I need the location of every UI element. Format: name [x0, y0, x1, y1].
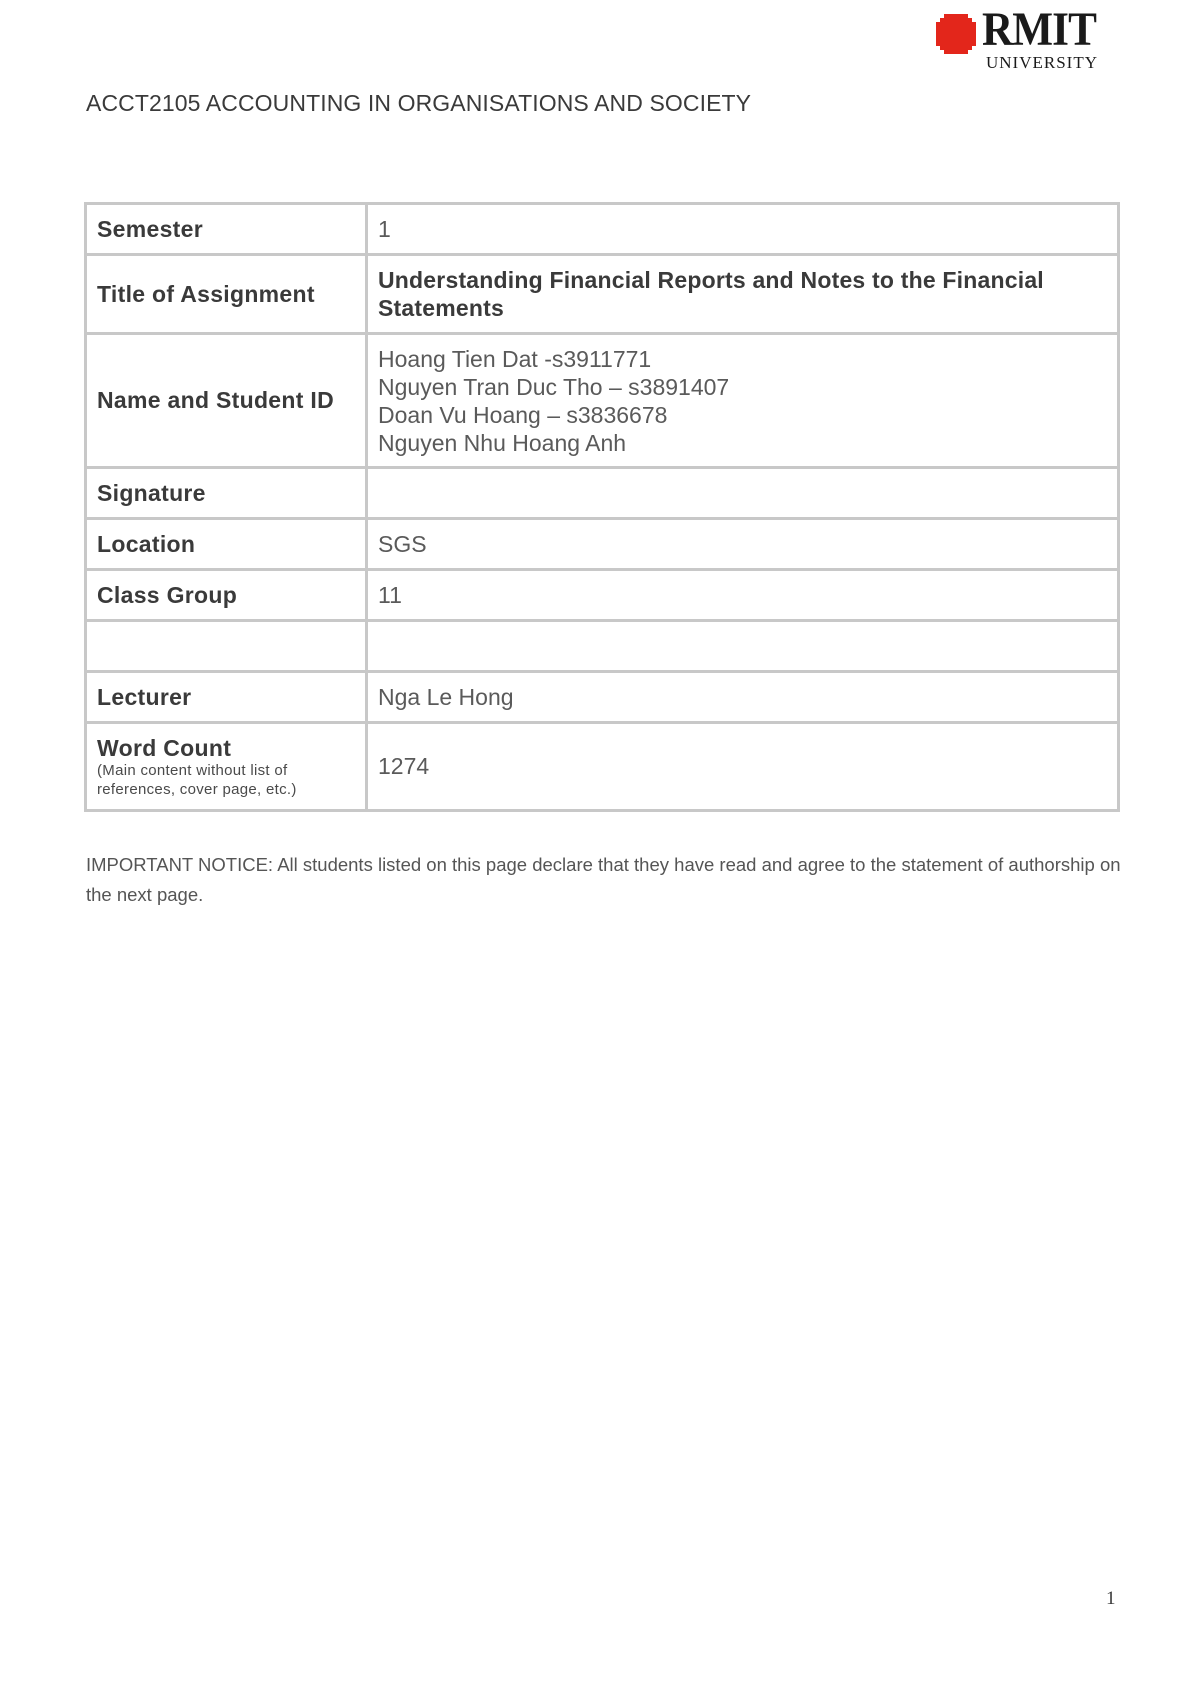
row-class-group: [86, 570, 1119, 621]
value-blank: [367, 621, 1119, 672]
word-count-note: (Main content without list of references, cover page, etc.): [97, 761, 297, 798]
value-students: [367, 334, 1119, 468]
row-location: [86, 519, 1119, 570]
logo-subtext: UNIVERSITY: [986, 53, 1098, 72]
value-class-group: 11: [367, 570, 1119, 621]
row-students: [86, 334, 1119, 468]
value-signature: [367, 468, 1119, 519]
logo-wordmark: RMIT: [982, 3, 1097, 56]
label-word-count-cell: [86, 723, 367, 811]
row-semester: [86, 204, 1119, 255]
student-name: Nguyen Tran Duc Tho – s3891407: [378, 373, 730, 400]
label-lecturer: Lecturer: [86, 672, 367, 723]
value-assignment-title: Understanding Financial Reports and Notes to the Financial Statements: [367, 255, 1119, 334]
value-location: SGS: [367, 519, 1119, 570]
label-assignment-title: Title of Assignment: [86, 255, 367, 334]
student-name: Doan Vu Hoang – s3836678: [378, 401, 668, 428]
rmit-pixel-logo-icon: [936, 14, 976, 54]
page-number: 1: [1106, 1588, 1116, 1609]
rmit-logo: [936, 3, 1116, 78]
label-blank: [86, 621, 367, 672]
student-name: Nguyen Nhu Hoang Anh: [378, 429, 627, 456]
value-word-count: 1274: [367, 723, 1119, 811]
row-blank: [86, 621, 1119, 672]
row-signature: [86, 468, 1119, 519]
value-semester: 1: [367, 204, 1119, 255]
row-assignment-title: [86, 255, 1119, 334]
label-students: Name and Student ID: [86, 334, 367, 468]
label-word-count: Word Count: [97, 734, 232, 761]
student-name: Hoang Tien Dat -s3911771: [378, 345, 652, 372]
label-location: Location: [86, 519, 367, 570]
value-lecturer: Nga Le Hong: [367, 672, 1119, 723]
row-word-count: [86, 723, 1119, 811]
important-notice: IMPORTANT NOTICE: All students listed on this page declare that they have read and agree to the statement of authorship on the next page.: [86, 854, 1121, 905]
label-signature: Signature: [86, 468, 367, 519]
label-class-group: Class Group: [86, 570, 367, 621]
row-lecturer: [86, 672, 1119, 723]
cover-sheet-table: [84, 202, 1120, 812]
label-semester: Semester: [86, 204, 367, 255]
course-title: ACCT2105 ACCOUNTING IN ORGANISATIONS AND SOCIETY: [86, 90, 752, 116]
